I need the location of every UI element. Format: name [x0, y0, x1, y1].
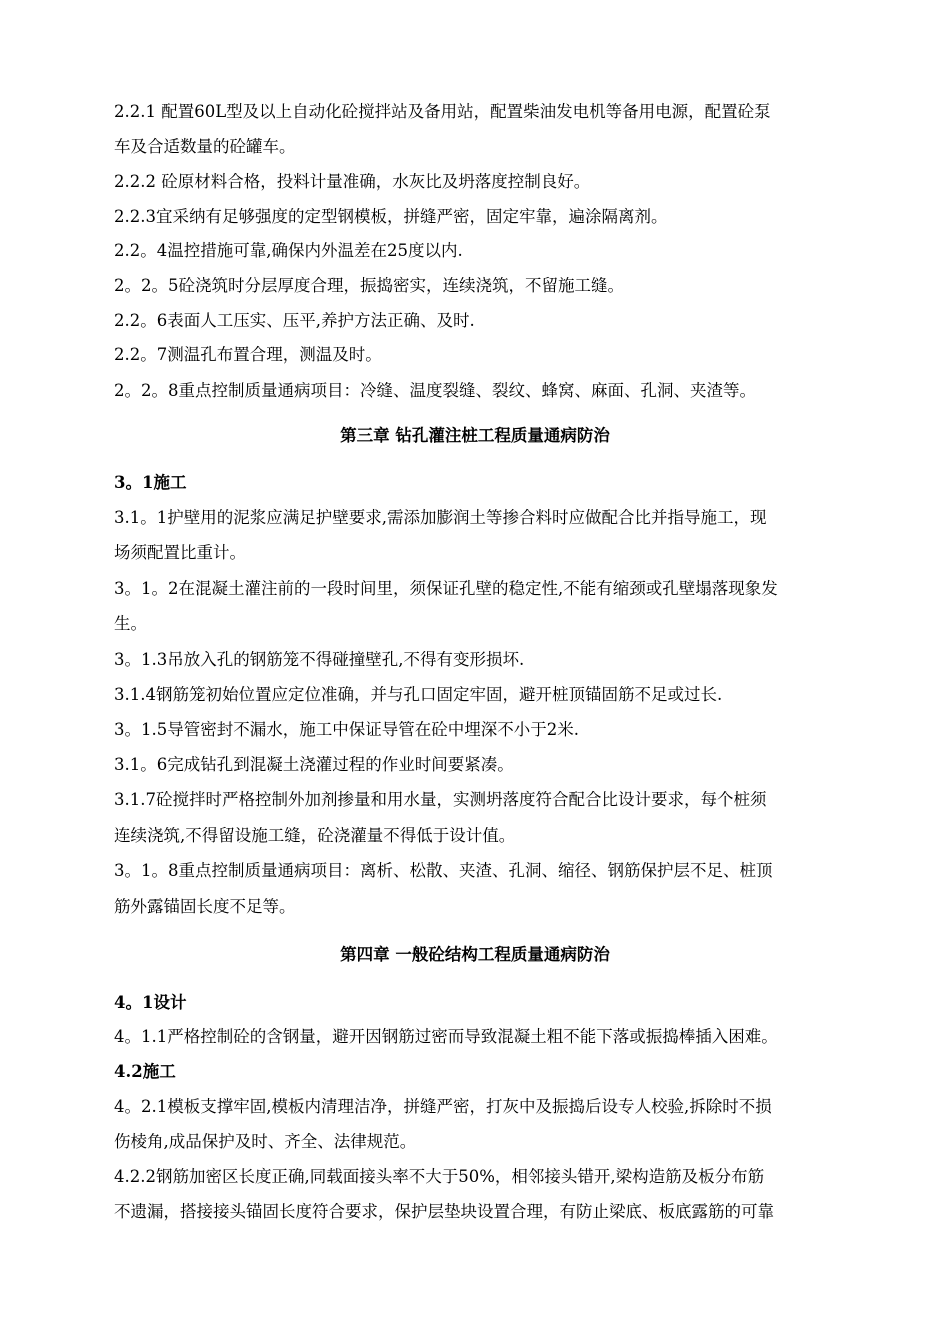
paragraph-line: 车及合适数量的砼罐车。 [114, 137, 296, 156]
paragraph-line: 2.2。7测温孔布置合理，测温及时。 [114, 345, 382, 364]
paragraph-line: 场须配置比重计。 [114, 543, 246, 562]
paragraph-line: 3。1。2在混凝土灌注前的一段时间里，须保证孔壁的稳定性,不能有缩颈或孔壁塌落现象发 [114, 579, 778, 598]
paragraph-line: 3。1.3吊放入孔的钢筋笼不得碰撞壁孔,不得有变形损坏. [114, 650, 525, 669]
paragraph-line: 3.1。1护壁用的泥浆应满足护壁要求,需添加膨润土等掺合料时应做配合比并指导施工，现 [114, 508, 767, 527]
paragraph-line: 2.2。6表面人工压实、压平,养护方法正确、及时. [114, 311, 475, 330]
paragraph-line: 2。2。8重点控制质量通病项目：冷缝、温度裂缝、裂纹、蜂窝、麻面、孔洞、夹渣等。 [114, 381, 756, 400]
paragraph-line: 筋外露锚固长度不足等。 [114, 897, 296, 916]
paragraph-line: 2.2.1 配置60L型及以上自动化砼搅拌站及备用站，配置柴油发电机等备用电源，配置砼泵 [114, 102, 771, 121]
section-heading: 4。1设计 [114, 993, 187, 1012]
paragraph-line: 4。2.1模板支撑牢固,模板内清理洁净，拼缝严密，打灰中及振捣后设专人校验,拆除时不损 [114, 1097, 772, 1116]
section-heading: 4.2施工 [114, 1062, 176, 1081]
section-heading: 3。1施工 [114, 473, 187, 492]
paragraph-line: 3.1.7砼搅拌时严格控制外加剂掺量和用水量，实测坍落度符合配合比设计要求，每个桩须 [114, 790, 767, 809]
paragraph-line: 3.1.4钢筋笼初始位置应定位准确，并与孔口固定牢固，避开桩顶锚固筋不足或过长. [114, 685, 723, 704]
paragraph-line: 2.2.2 砼原材料合格，投料计量准确，水灰比及坍落度控制良好。 [114, 172, 591, 191]
paragraph-line: 2。2。5砼浇筑时分层厚度合理，振捣密实，连续浇筑，不留施工缝。 [114, 276, 624, 295]
paragraph-line: 3。1。8重点控制质量通病项目：离析、松散、夹渣、孔洞、缩径、钢筋保护层不足、桩顶 [114, 861, 773, 880]
chapter-heading: 第四章 一般砼结构工程质量通病防治 [340, 945, 610, 964]
paragraph-line: 4。1.1严格控制砼的含钢量，避开因钢筋过密而导致混凝土粗不能下落或振捣棒插入困难。 [114, 1027, 778, 1046]
paragraph-line: 2.2.3宜采纳有足够强度的定型钢模板，拼缝严密，固定牢靠，遍涂隔离剂。 [114, 207, 668, 226]
paragraph-line: 2.2。4温控措施可靠,确保内外温差在25度以内. [114, 241, 463, 260]
paragraph-line: 3.1。6完成钻孔到混凝土浇灌过程的作业时间要紧凑。 [114, 755, 514, 774]
paragraph-line: 伤棱角,成品保护及时、齐全、法律规范。 [114, 1132, 417, 1151]
paragraph-line: 不遗漏，搭接接头锚固长度符合要求，保护层垫块设置合理，有防止梁底、板底露筋的可靠 [114, 1202, 774, 1221]
chapter-heading: 第三章 钻孔灌注桩工程质量通病防治 [340, 426, 610, 445]
paragraph-line: 3。1.5导管密封不漏水，施工中保证导管在砼中埋深不小于2米. [114, 720, 579, 739]
paragraph-line: 连续浇筑,不得留设施工缝，砼浇灌量不得低于设计值。 [114, 826, 516, 845]
paragraph-line: 4.2.2钢筋加密区长度正确,同载面接头率不大于50%，相邻接头错开,梁构造筋及板分布筋 [114, 1167, 765, 1186]
paragraph-line: 生。 [114, 614, 147, 633]
